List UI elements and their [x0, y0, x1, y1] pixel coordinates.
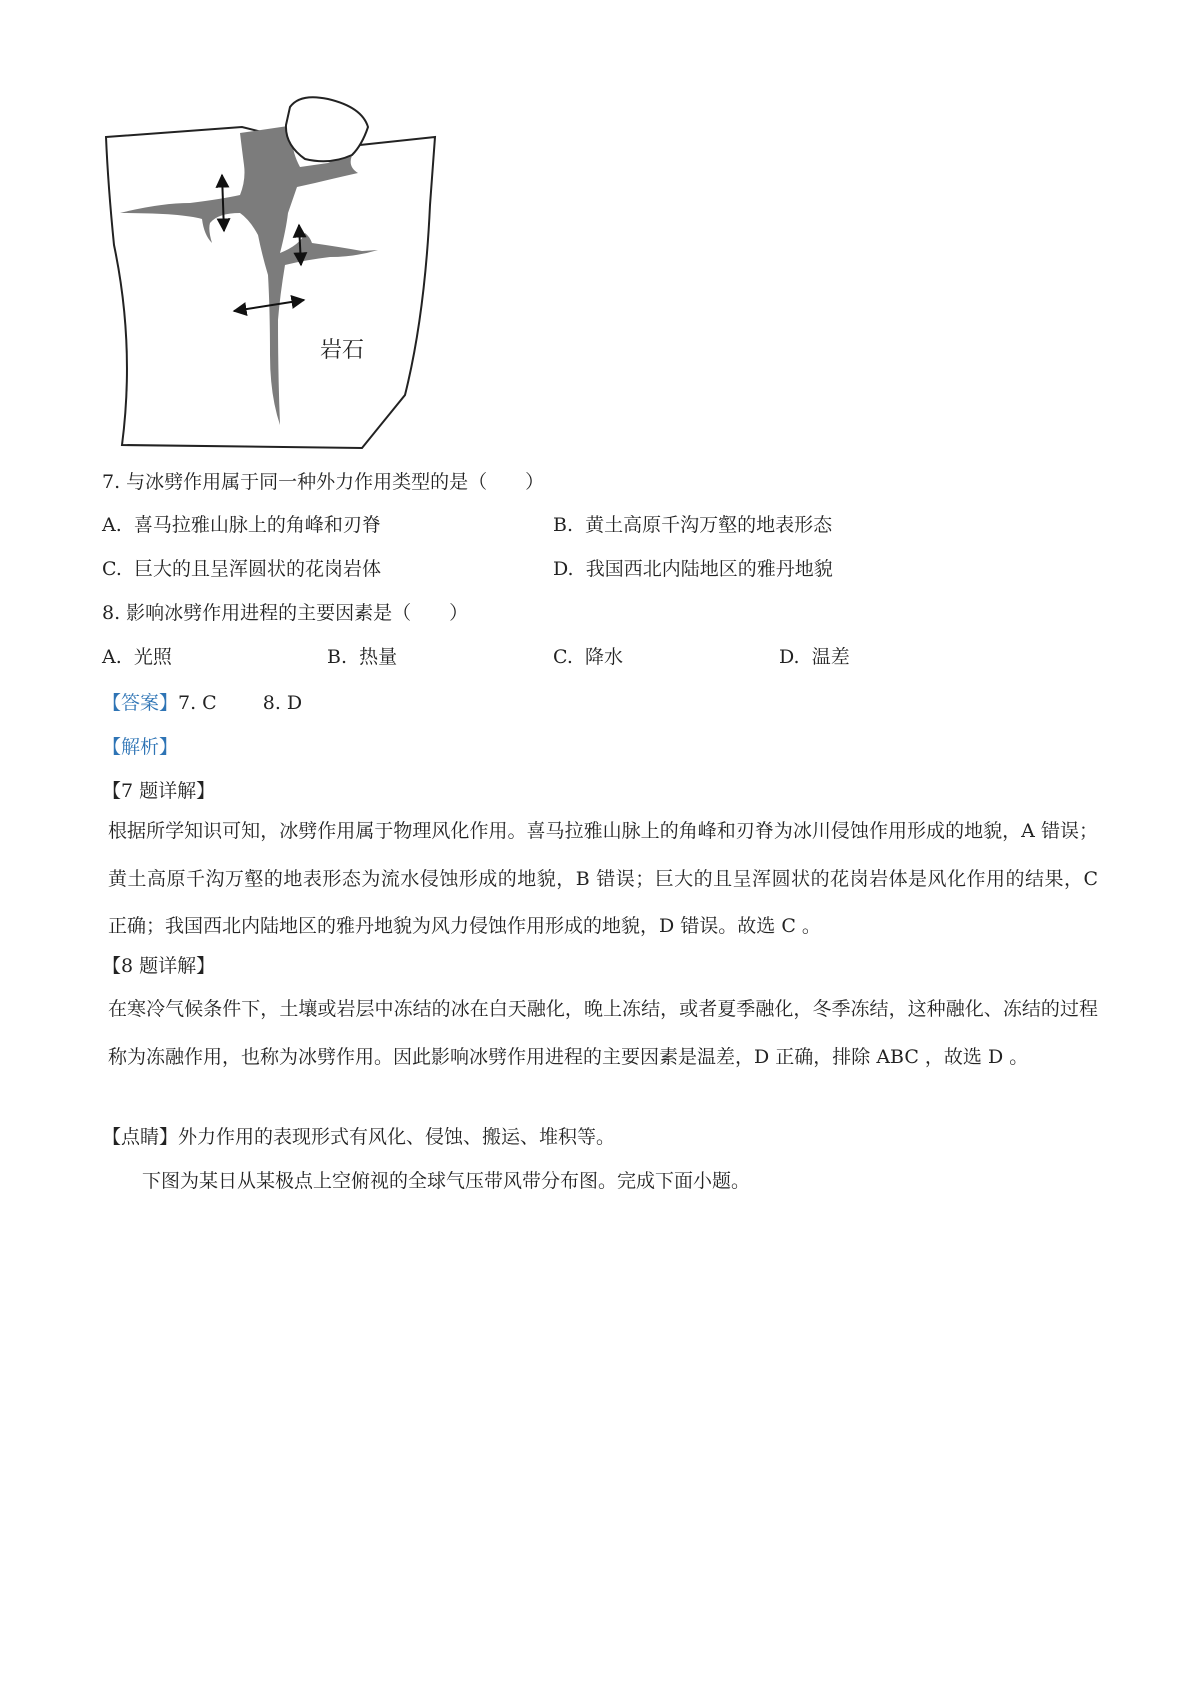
q7-option-c [102, 556, 381, 582]
q8-option-a [102, 644, 172, 670]
boulder [286, 97, 368, 161]
detail8-body: 在寒冷气候条件下，土壤或岩层中冻结的冰在白天融化，晚上冻结，或者夏季融化，冬季冻结，这种融化、冻结的过程称为冻融作用，也称为冰劈作用。因此影响冰劈作用进程的主要因素是温差，D 正确，排除 ABC ，故选 D 。 [108, 998, 1098, 1068]
option-label: D. [553, 558, 574, 580]
option-text: 喜马拉雅山脉上的角峰和刃脊 [133, 514, 381, 536]
tip-tag: 【点睛】 [102, 1126, 179, 1148]
q7-option-b [553, 512, 832, 538]
next-intro: 下图为某日从某极点上空俯视的全球气压带风带分布图。完成下面小题。 [142, 1170, 751, 1192]
option-label: A. [102, 514, 122, 536]
option-label: C. [553, 646, 573, 668]
tip-text: 外力作用的表现形式有风化、侵蚀、搬运、堆积等。 [178, 1126, 616, 1148]
q8-option-c [553, 644, 623, 670]
option-label: B. [553, 514, 574, 536]
option-text: 温差 [811, 646, 850, 668]
q8-option-d [779, 644, 850, 670]
option-text: 热量 [359, 646, 398, 668]
rock-diagram [100, 95, 460, 455]
detail7-body: 根据所学知识可知，冰劈作用属于物理风化作用。喜马拉雅山脉上的角峰和刃脊为冰川侵蚀作用形成的地貌，A 错误；黄土高原千沟万壑的地表形态为流水侵蚀形成的地貌，B 错误；巨大的且呈浑圆状的花岗岩体是风化作用的结果，C 正确；我国西北内陆地区的雅丹地貌为风力侵蚀作用形成的地貌，D 错误。故选 C 。 [108, 820, 1098, 937]
option-text: 光照 [133, 646, 172, 668]
option-text: 降水 [585, 646, 624, 668]
answer-7: 7. C [178, 692, 217, 714]
q7-option-d [553, 556, 833, 582]
option-label: C. [102, 558, 122, 580]
option-label: B. [327, 646, 348, 668]
detail8-tag: 【8 题详解】 [102, 955, 216, 977]
frost-wedging-figure [100, 95, 460, 460]
tip-line [102, 1124, 615, 1150]
q8-option-b [327, 644, 397, 670]
detail7-tag: 【7 题详解】 [102, 780, 216, 802]
option-text: 巨大的且呈浑圆状的花岗岩体 [134, 558, 382, 580]
option-label: A. [102, 646, 122, 668]
q7-stem: 7. 与冰劈作用属于同一种外力作用类型的是（ ） [102, 471, 545, 493]
q7-option-a [102, 512, 381, 538]
answer-tag: 【答案】 [102, 692, 179, 714]
q8-stem: 8. 影响冰劈作用进程的主要因素是（ ） [102, 602, 469, 624]
option-text: 我国西北内陆地区的雅丹地貌 [585, 558, 833, 580]
answer-8: 8. D [262, 692, 303, 714]
rock-label: 岩石 [320, 337, 365, 362]
option-label: D. [779, 646, 800, 668]
analysis-tag: 【解析】 [102, 736, 179, 758]
option-text: 黄土高原千沟万壑的地表形态 [585, 514, 833, 536]
answer-line [102, 690, 302, 716]
